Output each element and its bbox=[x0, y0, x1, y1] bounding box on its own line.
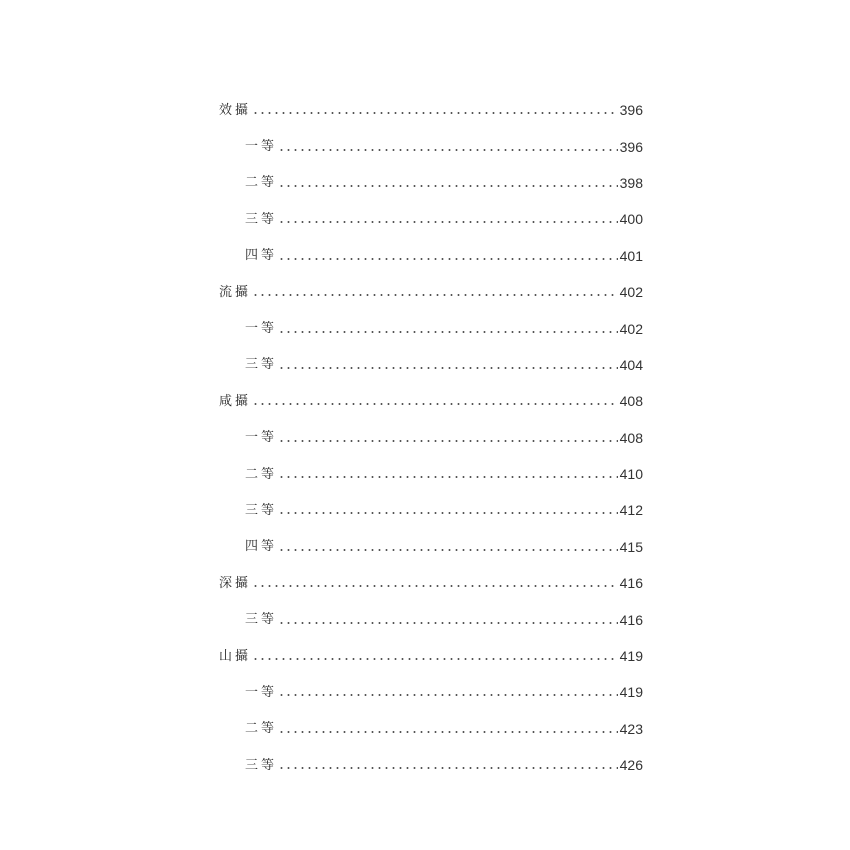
dot-leader bbox=[278, 511, 618, 515]
dot-leader bbox=[252, 402, 618, 406]
toc-entry-label: 一等 bbox=[245, 139, 278, 155]
toc-entry[interactable] bbox=[219, 747, 643, 783]
toc-entry[interactable] bbox=[219, 310, 643, 346]
toc-page-number: 423 bbox=[619, 720, 643, 737]
toc-page-number: 416 bbox=[619, 611, 643, 628]
dot-leader bbox=[252, 111, 618, 115]
toc-entry-label: 二等 bbox=[245, 175, 278, 191]
toc-entry-label: 三等 bbox=[245, 612, 278, 628]
toc-entry[interactable] bbox=[219, 456, 643, 492]
dot-leader bbox=[278, 439, 618, 443]
toc-entry-label: 一等 bbox=[245, 321, 278, 337]
dot-leader bbox=[278, 257, 618, 261]
toc-page-number: 398 bbox=[619, 174, 643, 191]
toc-entry[interactable] bbox=[219, 201, 643, 237]
toc-page-number: 419 bbox=[619, 684, 643, 701]
toc-entry[interactable] bbox=[219, 165, 643, 201]
toc-entry[interactable] bbox=[219, 274, 643, 310]
toc-entry[interactable] bbox=[219, 638, 643, 674]
toc-entry-label: 山攝 bbox=[219, 648, 252, 664]
toc-page-number: 396 bbox=[619, 138, 643, 155]
toc-entry[interactable] bbox=[219, 529, 643, 565]
toc-page-number: 419 bbox=[619, 648, 643, 665]
toc-entry-label: 四等 bbox=[245, 539, 278, 555]
toc-page-number: 404 bbox=[619, 356, 643, 373]
toc-entry[interactable] bbox=[219, 92, 643, 128]
dot-leader bbox=[278, 330, 618, 334]
dot-leader bbox=[278, 548, 618, 552]
toc-entry[interactable] bbox=[219, 674, 643, 710]
toc-entry[interactable] bbox=[219, 420, 643, 456]
toc-entry[interactable] bbox=[219, 601, 643, 637]
toc-entry-label: 流攝 bbox=[219, 284, 252, 300]
dot-leader bbox=[278, 766, 618, 770]
toc-entry-label: 三等 bbox=[245, 757, 278, 773]
toc-entry-label: 深攝 bbox=[219, 575, 252, 591]
toc-page-number: 396 bbox=[619, 102, 643, 119]
toc-entry-label: 二等 bbox=[245, 466, 278, 482]
toc-page-number: 401 bbox=[619, 247, 643, 264]
toc-entry[interactable] bbox=[219, 492, 643, 528]
dot-leader bbox=[278, 148, 618, 152]
toc-page-number: 402 bbox=[619, 320, 643, 337]
dot-leader bbox=[252, 657, 618, 661]
toc-entry-label: 一等 bbox=[245, 430, 278, 446]
dot-leader bbox=[278, 220, 618, 224]
toc-entry[interactable] bbox=[219, 128, 643, 164]
dot-leader bbox=[278, 475, 618, 479]
toc-entry-label: 三等 bbox=[245, 211, 278, 227]
toc-entry-label: 二等 bbox=[245, 721, 278, 737]
toc-entry[interactable] bbox=[219, 711, 643, 747]
table-of-contents bbox=[219, 92, 643, 783]
toc-entry[interactable] bbox=[219, 347, 643, 383]
toc-entry-label: 三等 bbox=[245, 502, 278, 518]
dot-leader bbox=[278, 184, 618, 188]
toc-page-number: 408 bbox=[619, 393, 643, 410]
toc-page-number: 412 bbox=[619, 502, 643, 519]
toc-entry-label: 咸攝 bbox=[219, 393, 252, 409]
dot-leader bbox=[252, 584, 618, 588]
dot-leader bbox=[278, 366, 618, 370]
toc-entry[interactable] bbox=[219, 565, 643, 601]
toc-entry-label: 三等 bbox=[245, 357, 278, 373]
toc-page-number: 415 bbox=[619, 538, 643, 555]
toc-page-number: 400 bbox=[619, 211, 643, 228]
toc-page-number: 402 bbox=[619, 284, 643, 301]
toc-entry-label: 四等 bbox=[245, 248, 278, 264]
toc-page-number: 426 bbox=[619, 757, 643, 774]
dot-leader bbox=[278, 621, 618, 625]
toc-entry-label: 一等 bbox=[245, 684, 278, 700]
toc-entry[interactable] bbox=[219, 383, 643, 419]
toc-page-number: 416 bbox=[619, 575, 643, 592]
dot-leader bbox=[252, 293, 618, 297]
dot-leader bbox=[278, 693, 618, 697]
toc-entry-label: 效攝 bbox=[219, 102, 252, 118]
dot-leader bbox=[278, 730, 618, 734]
toc-page-number: 410 bbox=[619, 466, 643, 483]
toc-entry[interactable] bbox=[219, 238, 643, 274]
toc-page-number: 408 bbox=[619, 429, 643, 446]
